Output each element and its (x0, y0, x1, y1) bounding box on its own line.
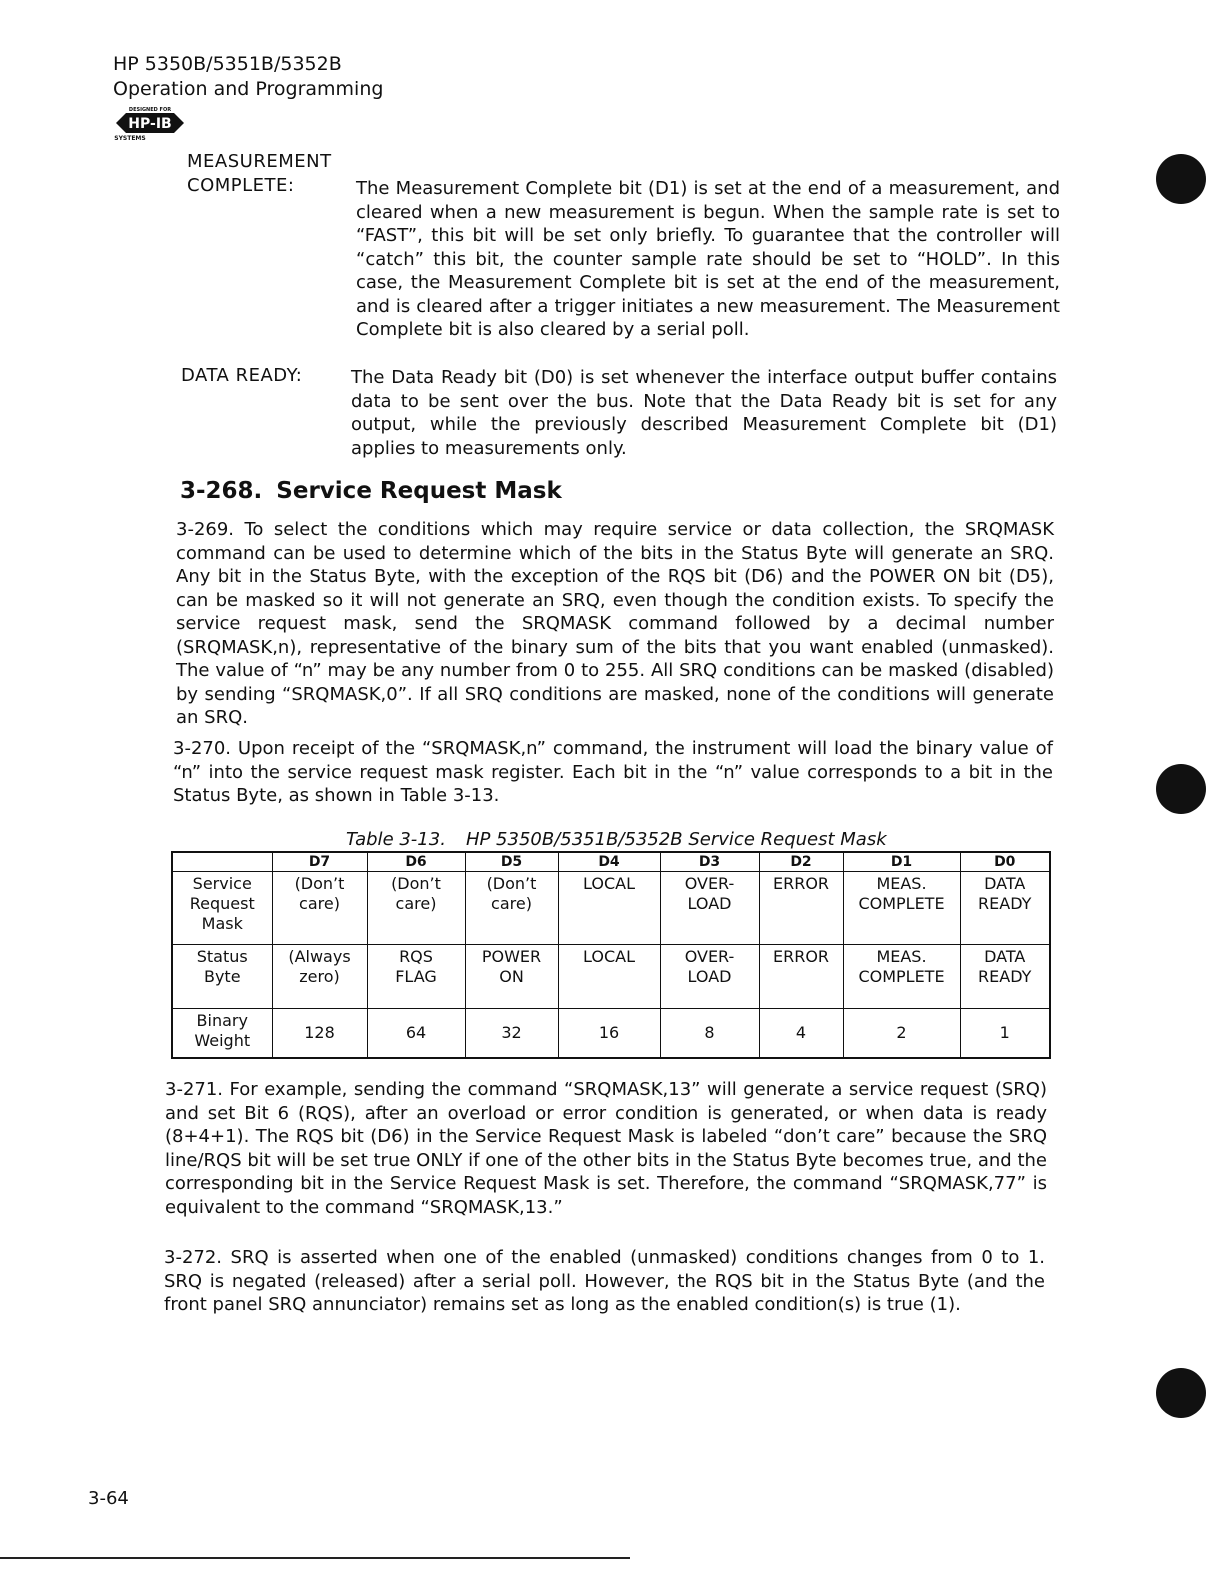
definition-text-measurement-complete: The Measurement Complete bit (D1) is set at the end of a measurement, and cleared when a new measurement is begun. When the sample rate is set to “FAST”, this bit will be set only briefly. To guarantee that the controller will “catch” this bit, the counter sample rate should be set to “HOLD”. In this case, the Measurement Complete bit is set at the end of the measurement, and is cleared after a trigger initiates a new measurement. The Measurement Complete bit is also cleared by a serial poll. (356, 178, 1060, 340)
table-cell: LOCAL (558, 944, 660, 1008)
footer-rule (0, 1557, 630, 1559)
table-row-binary-weight (172, 1008, 1050, 1058)
table-header-row (172, 852, 1050, 872)
page-number: 3-64 (88, 1488, 129, 1509)
table-cell: DATA READY (960, 872, 1050, 945)
document-header-section: Operation and Programming (113, 78, 384, 100)
table-cell: (Don’t care) (367, 872, 465, 945)
table-cell: 2 (843, 1008, 960, 1058)
table-cell: (Always zero) (272, 944, 367, 1008)
table-cell: 1 (960, 1008, 1050, 1058)
table-cell: 8 (660, 1008, 759, 1058)
table-cell: POWER ON (465, 944, 558, 1008)
table-caption-title: HP 5350B/5351B/5352B Service Request Mask (465, 829, 887, 850)
table-header-blank (172, 852, 272, 872)
table-cell: OVER- LOAD (660, 872, 759, 945)
table-header-cell: D2 (759, 852, 843, 872)
table-cell: MEAS. COMPLETE (843, 872, 960, 945)
binder-hole-mark (1156, 154, 1206, 204)
table-header-cell: D0 (960, 852, 1050, 872)
section-heading (180, 478, 562, 504)
binder-hole-mark (1156, 1368, 1206, 1418)
definition-label-measurement: MEASUREMENT (187, 151, 332, 172)
table-header-cell: D5 (465, 852, 558, 872)
table-header-cell: D1 (843, 852, 960, 872)
svg-text:DESIGNED FOR: DESIGNED FOR (128, 107, 172, 113)
table-header-cell: D7 (272, 852, 367, 872)
table-cell: RQS FLAG (367, 944, 465, 1008)
table-cell: (Don’t care) (272, 872, 367, 945)
table-cell: 32 (465, 1008, 558, 1058)
table-row-head: Service Request Mask (172, 872, 272, 945)
binder-hole-mark (1156, 764, 1206, 814)
table-cell: ERROR (759, 944, 843, 1008)
table-header-cell: D4 (558, 852, 660, 872)
table-cell: 128 (272, 1008, 367, 1058)
table-header-cell: D6 (367, 852, 465, 872)
section-title: Service Request Mask (276, 478, 562, 504)
paragraph-3-269: 3-269. To select the conditions which may require service or data collection, the SRQMASK command can be used to determine which of the bits in the Status Byte will generate an SRQ. Any bit in the Status Byte, with the exception of the RQS bit (D6) and the POWER ON bit (D5), can be masked so it will not generate an SRQ, even though the condition exists. To specify the service request mask, send the SRQMASK command followed by a decimal number (SRQMASK,n), representative of the binary sum of the bits that you want enabled (unmasked). The value of “n” may be any number from 0 to 255. All SRQ conditions can be masked (disabled) by sending “SRQMASK,0”. If all SRQ conditions are masked, none of the conditions will generate an SRQ. (176, 519, 1054, 728)
svg-text:SYSTEMS: SYSTEMS (114, 135, 146, 141)
document-header-model: HP 5350B/5351B/5352B (113, 53, 342, 75)
definition-text-data-ready: The Data Ready bit (D0) is set whenever the interface output buffer contains data to be sent over the bus. Note that the Data Ready bit is set for any output, while the previously described Measurement Complete bit (D1) applies to measurements only. (351, 367, 1057, 459)
paragraph-3-271: 3-271. For example, sending the command “SRQMASK,13” will generate a service request (SRQ) and set Bit 6 (RQS), after an overload or error condition is generated, or when data is ready (8+4+1). The RQS bit (D6) in the Service Request Mask is labeled “don’t care” because the SRQ line/RQS bit will be set true ONLY if one of the other bits in the Status Byte becomes true, and the corresponding bit in the Service Request Mask is set. Therefore, the command “SRQMASK,77” is equivalent to the command “SRQMASK,13.” (165, 1079, 1047, 1218)
table-row-head: Status Byte (172, 944, 272, 1008)
table-row-service-request-mask (172, 872, 1050, 945)
table-header-cell: D3 (660, 852, 759, 872)
table-row-status-byte (172, 944, 1050, 1008)
table-cell: 4 (759, 1008, 843, 1058)
paragraph-3-270: 3-270. Upon receipt of the “SRQMASK,n” command, the instrument will load the binary value of “n” into the service request mask register. Each bit in the “n” value corresponds to a bit in the Status Byte, as shown in Table 3-13. (173, 738, 1053, 806)
definition-label-complete: COMPLETE: (187, 175, 295, 196)
hp-ib-logo (112, 105, 188, 141)
table-row-head: Binary Weight (172, 1008, 272, 1058)
table-cell: MEAS. COMPLETE (843, 944, 960, 1008)
table-cell: OVER- LOAD (660, 944, 759, 1008)
table-cell: 16 (558, 1008, 660, 1058)
section-number: 3-268. (180, 478, 263, 504)
definition-label-data-ready: DATA READY: (181, 365, 303, 386)
table-cell: 64 (367, 1008, 465, 1058)
table-cell: ERROR (759, 872, 843, 945)
svg-text:HP-IB: HP-IB (128, 116, 172, 132)
table-caption-number: Table 3-13. (346, 829, 446, 850)
table-cell: LOCAL (558, 872, 660, 945)
table-caption (346, 829, 887, 850)
table-cell: (Don’t care) (465, 872, 558, 945)
paragraph-3-272: 3-272. SRQ is asserted when one of the enabled (unmasked) conditions changes from 0 to 1. SRQ is negated (released) after a serial poll. However, the RQS bit in the Status Byte (and the front panel SRQ annunciator) remains set as long as the enabled condition(s) is true (1). (164, 1247, 1045, 1315)
table-cell: DATA READY (960, 944, 1050, 1008)
service-request-mask-table (171, 851, 1051, 1059)
